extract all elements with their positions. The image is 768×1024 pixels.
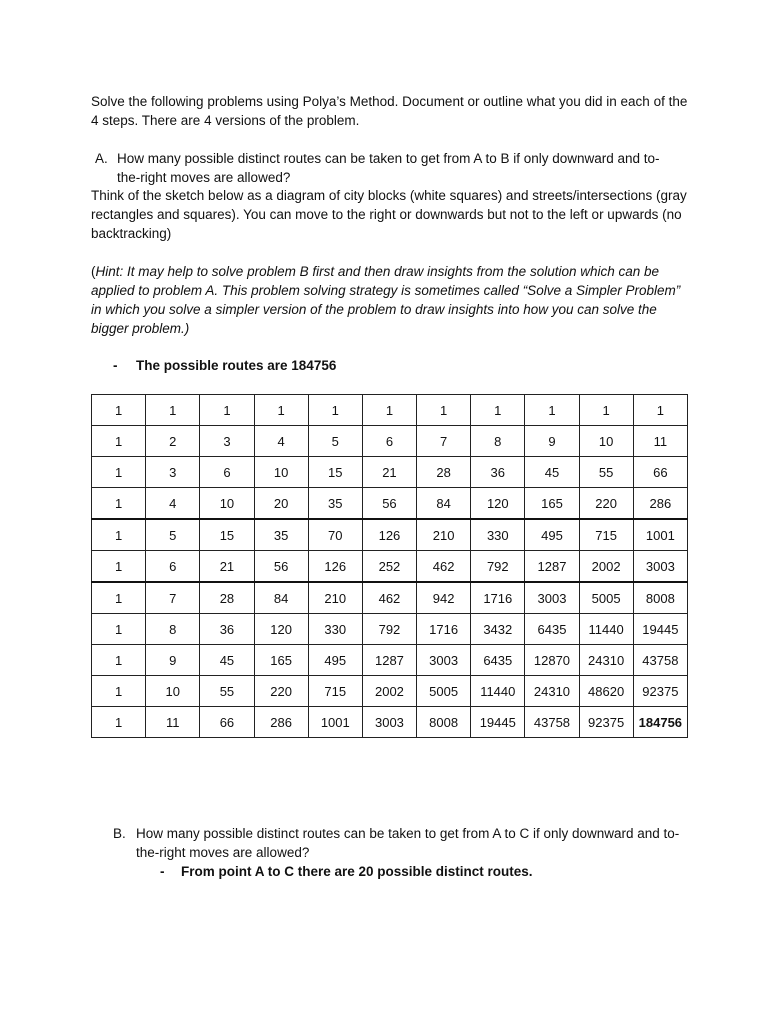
table-cell: 24310 (525, 676, 579, 707)
table-cell: 10 (579, 426, 633, 457)
table-cell: 330 (471, 519, 525, 551)
table-cell: 11 (633, 426, 687, 457)
table-cell: 1 (254, 395, 308, 426)
table-cell: 43758 (633, 645, 687, 676)
table-cell: 1 (92, 645, 146, 676)
table-cell: 1001 (633, 519, 687, 551)
table-cell: 24310 (579, 645, 633, 676)
table-cell: 1 (92, 614, 146, 645)
table-cell: 942 (417, 582, 471, 614)
table-cell: 3003 (362, 707, 416, 738)
table-cell: 1 (92, 426, 146, 457)
answer-b: From point A to C there are 20 possible distinct routes. (181, 864, 533, 879)
table-cell: 126 (308, 551, 362, 583)
table-cell: 1 (417, 395, 471, 426)
table-cell: 330 (308, 614, 362, 645)
table-cell: 6435 (525, 614, 579, 645)
table-cell: 1 (92, 519, 146, 551)
table-cell: 1 (92, 395, 146, 426)
table-cell: 55 (579, 457, 633, 488)
table-cell: 6435 (471, 645, 525, 676)
table-row (92, 519, 688, 551)
table-cell: 126 (362, 519, 416, 551)
table-cell: 84 (417, 488, 471, 520)
table-cell: 8 (146, 614, 200, 645)
table-cell: 3003 (525, 582, 579, 614)
table-cell: 10 (200, 488, 254, 520)
table-cell: 252 (362, 551, 416, 583)
table-cell: 3432 (471, 614, 525, 645)
table-cell: 35 (308, 488, 362, 520)
table-cell: 1 (471, 395, 525, 426)
table-cell: 120 (471, 488, 525, 520)
table-cell: 20 (254, 488, 308, 520)
table-cell: 286 (633, 488, 687, 520)
table-cell: 715 (579, 519, 633, 551)
table-cell: 8008 (633, 582, 687, 614)
answer-a-bullet: - (113, 358, 118, 373)
table-cell: 1 (92, 676, 146, 707)
table-row (92, 582, 688, 614)
table-cell: 462 (362, 582, 416, 614)
table-cell: 210 (417, 519, 471, 551)
table-cell: 2002 (362, 676, 416, 707)
table-row (92, 551, 688, 583)
table-cell: 4 (146, 488, 200, 520)
table-cell: 6 (200, 457, 254, 488)
table-cell: 5 (146, 519, 200, 551)
table-cell: 1 (362, 395, 416, 426)
table-cell: 495 (308, 645, 362, 676)
table-cell: 15 (308, 457, 362, 488)
table-cell: 3003 (633, 551, 687, 583)
table-cell: 165 (525, 488, 579, 520)
table-cell: 1 (525, 395, 579, 426)
table-cell: 792 (362, 614, 416, 645)
table-cell: 43758 (525, 707, 579, 738)
table-cell: 10 (254, 457, 308, 488)
table-cell: 1 (308, 395, 362, 426)
table-row (92, 426, 688, 457)
table-cell: 48620 (579, 676, 633, 707)
table-cell: 165 (254, 645, 308, 676)
table-cell: 220 (254, 676, 308, 707)
table-row (92, 614, 688, 645)
table-cell: 495 (525, 519, 579, 551)
table-row (92, 707, 688, 738)
table-cell: 3 (200, 426, 254, 457)
table-cell: 5005 (417, 676, 471, 707)
table-cell: 9 (525, 426, 579, 457)
problem-a-question: How many possible distinct routes can be taken to get from A to B if only downward and to-the-right moves are allowed? (117, 151, 660, 185)
table-cell: 8 (471, 426, 525, 457)
table-cell: 2002 (579, 551, 633, 583)
table-cell: 45 (200, 645, 254, 676)
problem-b-question: How many possible distinct routes can be taken to get from A to C if only downward and to-the-right moves are allowed? (136, 826, 680, 860)
problem-a-hint (91, 262, 691, 338)
table-row (92, 488, 688, 520)
table-cell: 792 (471, 551, 525, 583)
table-cell: 70 (308, 519, 362, 551)
table-cell: 1 (92, 551, 146, 583)
table-cell: 8008 (417, 707, 471, 738)
table-cell: 1 (579, 395, 633, 426)
table-cell: 1716 (471, 582, 525, 614)
table-cell: 715 (308, 676, 362, 707)
table-cell: 15 (200, 519, 254, 551)
hint-text: Hint: It may help to solve problem B first and then draw insights from the solution which can be applied to problem A. This problem solving strategy is sometimes called “Solve a Simpler Problem” in which you solve a simpler version of the problem to draw insights into how you can solve the bigger problem.) (91, 264, 681, 336)
table-cell: 6 (146, 551, 200, 583)
table-cell: 5 (308, 426, 362, 457)
table-cell: 6 (362, 426, 416, 457)
table-cell: 7 (417, 426, 471, 457)
table-cell: 19445 (471, 707, 525, 738)
table-cell: 9 (146, 645, 200, 676)
table-cell: 1 (146, 395, 200, 426)
table-cell: 3 (146, 457, 200, 488)
table-cell: 12870 (525, 645, 579, 676)
table-cell: 1 (200, 395, 254, 426)
table-cell: 21 (362, 457, 416, 488)
table-cell: 21 (200, 551, 254, 583)
table-cell: 1 (92, 707, 146, 738)
table-cell: 92375 (633, 676, 687, 707)
table-cell: 35 (254, 519, 308, 551)
table-cell: 45 (525, 457, 579, 488)
table-cell: 220 (579, 488, 633, 520)
table-cell: 36 (471, 457, 525, 488)
table-cell: 55 (200, 676, 254, 707)
answer-a: The possible routes are 184756 (136, 358, 337, 373)
table-row (92, 645, 688, 676)
table-row (92, 676, 688, 707)
table-cell: 92375 (579, 707, 633, 738)
intro-paragraph: Solve the following problems using Polya’s Method. Document or outline what you did in each of the 4 steps. There are 4 versions of the problem. (91, 94, 688, 128)
table-cell: 1287 (362, 645, 416, 676)
table-cell: 66 (200, 707, 254, 738)
table-cell: 84 (254, 582, 308, 614)
table-cell: 4 (254, 426, 308, 457)
table-cell: 120 (254, 614, 308, 645)
table-cell: 66 (633, 457, 687, 488)
table-cell: 1001 (308, 707, 362, 738)
table-cell: 56 (362, 488, 416, 520)
table-cell: 19445 (633, 614, 687, 645)
table-cell: 7 (146, 582, 200, 614)
table-cell: 28 (417, 457, 471, 488)
table-cell: 10 (146, 676, 200, 707)
table-cell: 1287 (525, 551, 579, 583)
table-cell: 462 (417, 551, 471, 583)
table-cell: 11 (146, 707, 200, 738)
table-cell: 1716 (417, 614, 471, 645)
problem-a-description: Think of the sketch below as a diagram of city blocks (white squares) and streets/intersections (gray rectangles and squares). You can move to the right or downwards but not to the left or upwards (no backtracking) (91, 188, 687, 241)
table-cell: 286 (254, 707, 308, 738)
table-cell: 5005 (579, 582, 633, 614)
table-cell: 1 (92, 488, 146, 520)
table-row (92, 395, 688, 426)
table-cell: 36 (200, 614, 254, 645)
table-cell: 2 (146, 426, 200, 457)
table-cell: 56 (254, 551, 308, 583)
table-cell: 11440 (471, 676, 525, 707)
table-cell: 1 (92, 582, 146, 614)
table-cell: 28 (200, 582, 254, 614)
table-cell: 210 (308, 582, 362, 614)
table-cell: 3003 (417, 645, 471, 676)
hint-open-paren: ( (91, 264, 96, 279)
table-cell: 11440 (579, 614, 633, 645)
problem-a-marker: A. (95, 151, 108, 166)
answer-b-bullet: - (160, 864, 165, 879)
table-cell: 1 (92, 457, 146, 488)
table-cell: 184756 (633, 707, 687, 738)
table-row (92, 457, 688, 488)
routes-table (91, 394, 688, 738)
table-cell: 1 (633, 395, 687, 426)
problem-b-marker: B. (113, 826, 126, 841)
